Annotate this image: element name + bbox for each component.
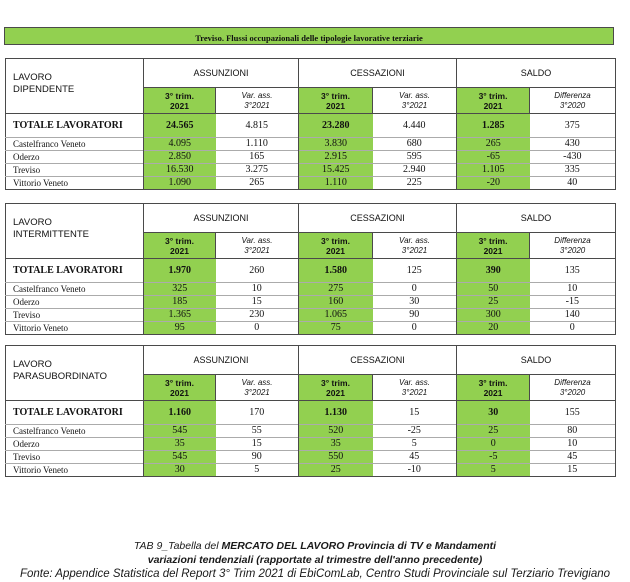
value-cell: 140 [530,309,616,322]
value-cell: 45 [530,451,616,464]
caption-source: Fonte: Appendice Statistica del Report 3° Trim 2021 di EbiComLab, Centro Studi Provinciale sul Terziario Trevigiano [19,568,611,580]
table-caption [0,539,630,581]
total-row-label: TOTALE LAVORATORI [6,259,144,283]
value-cell: 1.160 [144,401,216,425]
value-cell: 45 [373,451,457,464]
column-group-row [6,59,616,88]
value-cell: 1.065 [299,309,373,322]
subheader-line1: Var. ass. [241,90,273,100]
subheader-line1: Var. ass. [399,377,431,387]
value-cell: 10 [216,283,299,296]
value-cell: 4.440 [373,114,457,138]
value-cell: 95 [144,322,216,335]
caption-line-1 [0,539,630,553]
total-row-label: TOTALE LAVORATORI [6,401,144,425]
period-subheader [299,233,373,259]
column-group-cessazioni: CESSAZIONI [299,59,457,88]
value-cell: 165 [216,151,299,164]
employment-table [5,58,616,190]
row-label: Castelfranco Veneto [6,283,144,296]
row-label: Oderzo [6,438,144,451]
row-label: Vittorio Veneto [6,322,144,335]
total-row [6,259,616,283]
value-cell: 2.850 [144,151,216,164]
value-cell: 545 [144,451,216,464]
data-row [6,151,616,164]
variation-subheader [530,375,616,401]
row-label: Treviso [6,164,144,177]
variation-subheader [373,88,457,114]
caption-table-subject: MERCATO DEL LAVORO Provincia di TV e Mandamenti [221,540,497,552]
data-row [6,438,616,451]
column-group-assunzioni: ASSUNZIONI [144,204,299,233]
data-row [6,451,616,464]
subheader-line1: 3° trim. [321,235,350,246]
subheader-line2: 2021 [170,387,189,398]
value-cell: 3.830 [299,138,373,151]
value-cell: -20 [457,177,530,190]
row-label: Castelfranco Veneto [6,138,144,151]
table-type-label [6,346,144,401]
period-subheader [457,375,530,401]
subheader-line1: Var. ass. [241,377,273,387]
value-cell: 265 [216,177,299,190]
value-cell: 2.915 [299,151,373,164]
value-cell: 40 [530,177,616,190]
subheader-line2: 3°2020 [559,245,586,255]
value-cell: 30 [373,296,457,309]
value-cell: -5 [457,451,530,464]
value-cell: 25 [299,464,373,477]
value-cell: -10 [373,464,457,477]
variation-subheader [530,233,616,259]
employment-table [5,203,616,335]
subheader-line1: 3° trim. [165,235,194,246]
subheader-line2: 2021 [326,245,345,256]
value-cell: 5 [457,464,530,477]
value-cell: 1.105 [457,164,530,177]
period-subheader [144,233,216,259]
subheader-line2: 3°2021 [244,245,270,255]
value-cell: 4.095 [144,138,216,151]
table-type-label-line2: DIPENDENTE [13,84,75,95]
table-body [6,59,616,190]
period-subheader [144,375,216,401]
data-row [6,296,616,309]
table-lavoro-dipendente [5,58,615,190]
value-cell: 75 [299,322,373,335]
value-cell: -430 [530,151,616,164]
variation-subheader [216,233,299,259]
value-cell: 390 [457,259,530,283]
variation-subheader [373,233,457,259]
subheader-line1: Var. ass. [399,90,431,100]
value-cell: 15 [373,401,457,425]
value-cell: 35 [144,438,216,451]
value-cell: 375 [530,114,616,138]
value-cell: 135 [530,259,616,283]
value-cell: 325 [144,283,216,296]
row-label: Treviso [6,309,144,322]
data-row [6,164,616,177]
subheader-line1: Var. ass. [241,235,273,245]
column-group-row [6,204,616,233]
row-label: Vittorio Veneto [6,177,144,190]
value-cell: 170 [216,401,299,425]
value-cell: 55 [216,425,299,438]
value-cell: 20 [457,322,530,335]
subheader-line2: 2021 [483,387,503,398]
value-cell: 1.365 [144,309,216,322]
value-cell: 0 [530,322,616,335]
value-cell: 90 [216,451,299,464]
row-label: Vittorio Veneto [6,464,144,477]
value-cell: 230 [216,309,299,322]
value-cell: 160 [299,296,373,309]
value-cell: 90 [373,309,457,322]
value-cell: 4.815 [216,114,299,138]
value-cell: 1.580 [299,259,373,283]
caption-table-id: TAB 9_Tabella del [133,540,222,552]
table-type-label-line1: LAVORO [13,359,52,370]
subheader-line2: 3°2021 [401,387,428,397]
subheader-line1: 3° trim. [165,90,194,101]
subheader-line2: 3°2020 [559,387,586,397]
data-row [6,464,616,477]
value-cell: 275 [299,283,373,296]
subheader-line2: 3°2021 [244,387,270,397]
value-cell: 30 [144,464,216,477]
value-cell: 5 [373,438,457,451]
data-row [6,425,616,438]
row-label: Oderzo [6,151,144,164]
value-cell: 1.110 [299,177,373,190]
column-group-saldo: SALDO [457,204,616,233]
value-cell: 155 [530,401,616,425]
total-row [6,114,616,138]
table-type-label [6,59,144,114]
caption-line-2: variazioni tendenziali (rapportate al trimestre dell'anno precedente) [147,554,483,566]
subheader-line2: 3°2021 [401,245,428,255]
value-cell: 15 [530,464,616,477]
value-cell: 25 [457,296,530,309]
variation-subheader [373,375,457,401]
value-cell: 520 [299,425,373,438]
table-body [6,346,616,477]
subheader-line2: 2021 [483,100,503,111]
value-cell: 1.285 [457,114,530,138]
column-group-cessazioni: CESSAZIONI [299,346,457,375]
table-lavoro-intermittente [5,203,615,335]
subheader-line2: 2021 [483,245,503,256]
period-subheader [299,375,373,401]
value-cell: 550 [299,451,373,464]
value-cell: -65 [457,151,530,164]
value-cell: 30 [457,401,530,425]
value-cell: 265 [457,138,530,151]
value-cell: 0 [373,283,457,296]
column-group-assunzioni: ASSUNZIONI [144,59,299,88]
variation-subheader [530,88,616,114]
value-cell: 300 [457,309,530,322]
table-type-label-line1: LAVORO [13,72,52,83]
subheader-line1: Differenza [554,377,591,387]
subheader-line1: Differenza [554,90,591,100]
value-cell: 595 [373,151,457,164]
period-subheader [457,233,530,259]
value-cell: 50 [457,283,530,296]
data-row [6,283,616,296]
value-cell: 335 [530,164,616,177]
period-subheader [457,88,530,114]
subheader-line2: 3°2021 [401,100,428,110]
value-cell: 1.090 [144,177,216,190]
table-type-label-line2: PARASUBORDINATO [13,371,107,382]
period-subheader [144,88,216,114]
table-title: Treviso. Flussi occupazionali delle tipologie lavorative terziarie [195,33,423,43]
subheader-line2: 2021 [326,100,345,111]
subheader-line1: 3° trim. [321,377,350,388]
value-cell: 2.940 [373,164,457,177]
table-type-label [6,204,144,259]
column-group-saldo: SALDO [457,346,616,375]
value-cell: 260 [216,259,299,283]
data-row [6,138,616,151]
table-type-label-line1: LAVORO [13,217,52,228]
subheader-line1: 3° trim. [478,90,508,101]
subheader-line1: 3° trim. [321,90,350,101]
value-cell: 225 [373,177,457,190]
table-body [6,204,616,335]
subheader-line1: Differenza [554,235,591,245]
value-cell: 10 [530,438,616,451]
subheader-line1: Var. ass. [399,235,431,245]
value-cell: 545 [144,425,216,438]
value-cell: 3.275 [216,164,299,177]
row-label: Castelfranco Veneto [6,425,144,438]
subheader-line1: 3° trim. [165,377,194,388]
table-title-bar [4,27,614,45]
value-cell: 80 [530,425,616,438]
value-cell: 1.110 [216,138,299,151]
value-cell: 35 [299,438,373,451]
value-cell: 24.565 [144,114,216,138]
value-cell: 10 [530,283,616,296]
total-row [6,401,616,425]
value-cell: -25 [373,425,457,438]
column-group-saldo: SALDO [457,59,616,88]
subheader-line1: 3° trim. [478,377,508,388]
value-cell: 430 [530,138,616,151]
value-cell: 16.530 [144,164,216,177]
row-label: Treviso [6,451,144,464]
total-row-label: TOTALE LAVORATORI [6,114,144,138]
subheader-line2: 2021 [170,245,189,256]
subheader-line2: 2021 [170,100,189,111]
value-cell: 15 [216,438,299,451]
value-cell: 0 [373,322,457,335]
subheader-line1: 3° trim. [478,235,508,246]
value-cell: 23.280 [299,114,373,138]
column-group-cessazioni: CESSAZIONI [299,204,457,233]
value-cell: 680 [373,138,457,151]
employment-table [5,345,616,477]
subheader-line2: 3°2020 [559,100,586,110]
value-cell: 125 [373,259,457,283]
value-cell: 0 [216,322,299,335]
period-subheader [299,88,373,114]
table-lavoro-parasubordinato [5,345,615,477]
subheader-line2: 3°2021 [244,100,270,110]
variation-subheader [216,88,299,114]
data-row [6,322,616,335]
value-cell: 1.970 [144,259,216,283]
table-type-label-line2: INTERMITTENTE [13,229,89,240]
subheader-line2: 2021 [326,387,345,398]
column-group-row [6,346,616,375]
value-cell: 1.130 [299,401,373,425]
value-cell: 15.425 [299,164,373,177]
value-cell: 5 [216,464,299,477]
value-cell: 25 [457,425,530,438]
value-cell: -15 [530,296,616,309]
variation-subheader [216,375,299,401]
data-row [6,177,616,190]
value-cell: 185 [144,296,216,309]
value-cell: 0 [457,438,530,451]
row-label: Oderzo [6,296,144,309]
value-cell: 15 [216,296,299,309]
column-group-assunzioni: ASSUNZIONI [144,346,299,375]
data-row [6,309,616,322]
